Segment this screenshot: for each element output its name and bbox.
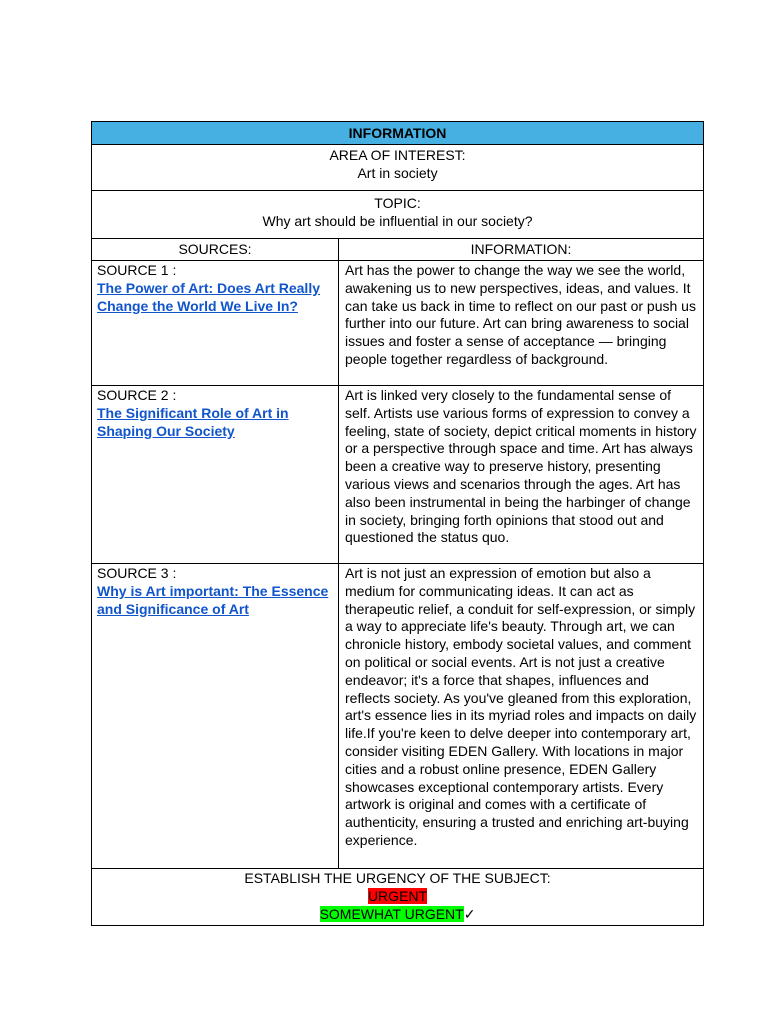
topic-cell: [92, 191, 704, 239]
source-3-label: SOURCE 3 :: [97, 565, 177, 581]
topic-label: TOPIC:: [374, 195, 421, 211]
urgency-cell: [92, 869, 704, 926]
source-3-cell: [92, 564, 339, 869]
source-3-link[interactable]: Why is Art important: The Essence and Significance of Art: [97, 582, 329, 617]
source-2-link[interactable]: The Significant Role of Art in Shaping Our Society: [97, 404, 289, 439]
source-1-cell: [92, 261, 339, 386]
area-of-interest-cell: [92, 145, 704, 191]
document-page: [91, 121, 703, 926]
table-header: INFORMATION: [92, 122, 704, 145]
information-column-header: INFORMATION:: [339, 239, 704, 261]
somewhat-urgent-option: SOMEWHAT URGENT: [319, 905, 464, 922]
source-2-label: SOURCE 2 :: [97, 387, 177, 403]
topic-value: Why art should be influential in our society?: [262, 212, 533, 229]
sources-column-header: SOURCES:: [92, 239, 339, 261]
urgency-label: ESTABLISH THE URGENCY OF THE SUBJECT:: [244, 870, 551, 886]
source-2-info: Art is linked very closely to the fundamental sense of self. Artists use various forms of expression to convey a feeling, state of society, depict critical moments in history or a perspective through space and time. Art has always been a creative way to preserve history, presenting various views and scenarios through the ages. Art has also been instrumental in being the harbinger of change in society, bringing forth opinions that stood out and questioned the status quo.: [339, 386, 704, 564]
source-1-link[interactable]: The Power of Art: Does Art Really Change the World We Live In?: [97, 279, 321, 314]
information-table: [91, 121, 704, 926]
area-value: Art in society: [357, 164, 438, 181]
source-1-label: SOURCE 1 :: [97, 262, 177, 278]
source-1-info: Art has the power to change the way we see the world, awakening us to new perspectives, ideas, and values. It can take us back in time to reflect on our past or push us further into our future. Art can bring awareness to social issues and foster a sense of acceptance — bringing people together regardless of background.: [339, 261, 704, 386]
source-3-info: Art is not just an expression of emotion but also a medium for communicating ideas. It can act as therapeutic relief, a conduit for self-expression, or simply a way to appreciate life's beauty. Through art, we can chronicle history, embody societal values, and comment on political or social events. Art is not just a creative endeavor; it's a force that shapes, influences and reflects society. As you've gleaned from this exploration, art's essence lies in its myriad roles and impacts on daily life.If you're keen to delve deeper into contemporary art, consider visiting EDEN Gallery. With locations in major cities and a robust online presence, EDEN Gallery showcases exceptional contemporary artists. Every artwork is original and comes with a certificate of authenticity, ensuring a trusted and enriching art-buying experience.: [339, 564, 704, 869]
area-label: AREA OF INTEREST:: [329, 147, 466, 163]
checkmark-icon: ✓: [463, 905, 476, 922]
urgent-option: URGENT: [367, 887, 428, 904]
source-2-cell: [92, 386, 339, 564]
